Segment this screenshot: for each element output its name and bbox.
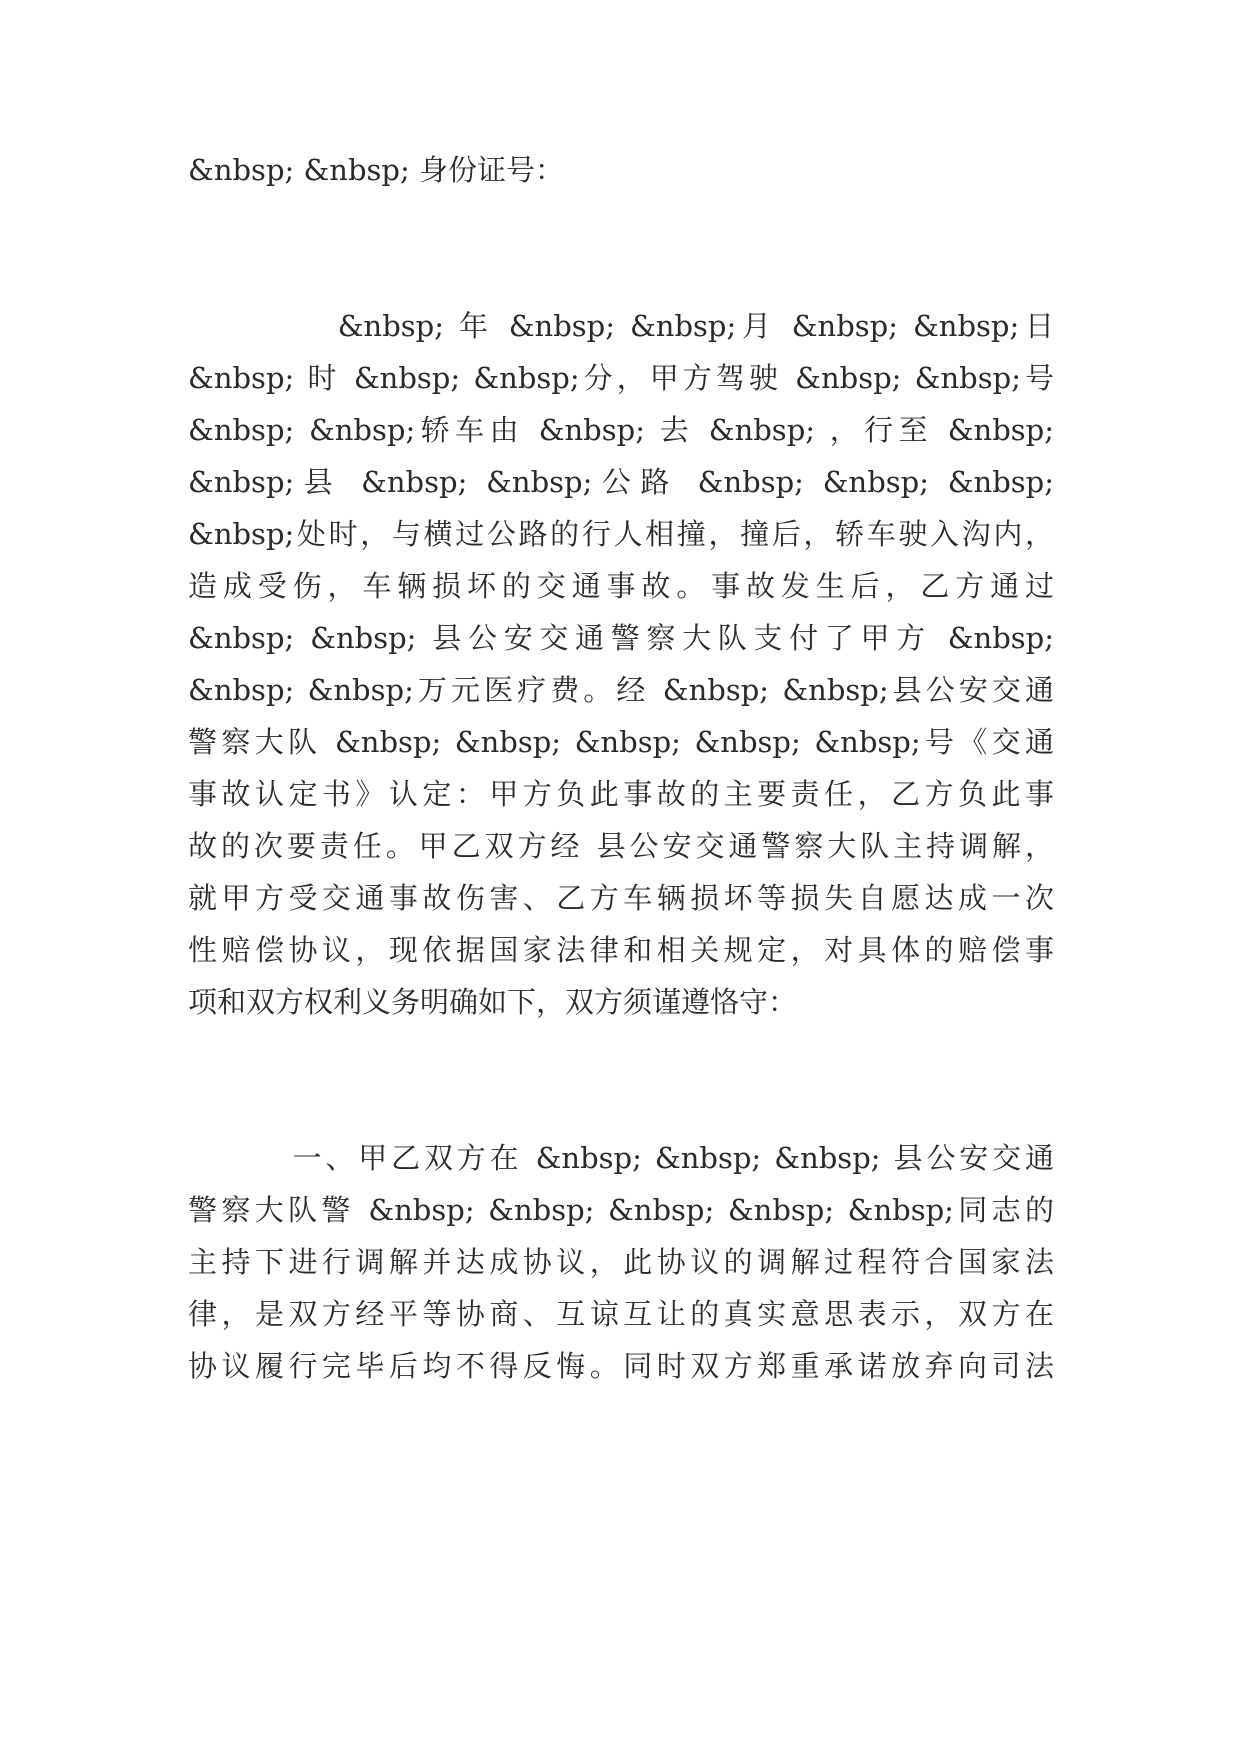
text-line: 故的次要责任。甲乙双方经 县公安交通警察大队主持调解，	[188, 829, 1054, 863]
text-line: 主持下进行调解并达成协议，此协议的调解过程符合国家法	[188, 1245, 1054, 1279]
text-line: &nbsp;处时，与横过公路的行人相撞，撞后，轿车驶入沟内，	[188, 517, 1054, 551]
text-line: &nbsp; 年 &nbsp; &nbsp;月 &nbsp; &nbsp;日	[188, 309, 1054, 343]
text-line: 警察大队 &nbsp; &nbsp; &nbsp; &nbsp; &nbsp;号《交通	[188, 725, 1054, 759]
text-line: 事故认定书》认定：甲方负此事故的主要责任，乙方负此事	[188, 777, 1054, 811]
text-line: &nbsp; &nbsp;轿车由 &nbsp; 去 &nbsp; ，行至 &nbsp;	[188, 413, 1054, 447]
text-line: 警察大队警 &nbsp; &nbsp; &nbsp; &nbsp; &nbsp;同志的	[188, 1193, 1054, 1227]
text-line: 一、甲乙双方在 &nbsp; &nbsp; &nbsp; 县公安交通	[188, 1141, 1054, 1175]
text-line: &nbsp; &nbsp; 县公安交通警察大队支付了甲方 &nbsp;	[188, 621, 1054, 655]
text-line: 就甲方受交通事故伤害、乙方车辆损坏等损失自愿达成一次	[188, 881, 1054, 915]
text-line: 律，是双方经平等协商、互谅互让的真实意思表示，双方在	[188, 1297, 1054, 1331]
text-line: 性赔偿协议，现依据国家法律和相关规定，对具体的赔偿事	[188, 933, 1054, 967]
id-number-line: &nbsp; &nbsp; 身份证号：	[188, 153, 564, 187]
text-line: &nbsp;县 &nbsp; &nbsp;公路 &nbsp; &nbsp; &nbsp;	[188, 465, 1054, 499]
text-line: &nbsp; &nbsp;万元医疗费。经 &nbsp; &nbsp;县公安交通	[188, 673, 1054, 707]
text-line: 项和双方权利义务明确如下，双方须谨遵恪守：	[188, 985, 798, 1019]
text-line: 协议履行完毕后均不得反悔。同时双方郑重承诺放弃向司法	[188, 1349, 1054, 1383]
text-line: &nbsp; 时 &nbsp; &nbsp;分，甲方驾驶 &nbsp; &nbsp;号	[188, 361, 1054, 395]
text-line: 造成受伤，车辆损坏的交通事故。事故发生后，乙方通过	[188, 569, 1054, 603]
